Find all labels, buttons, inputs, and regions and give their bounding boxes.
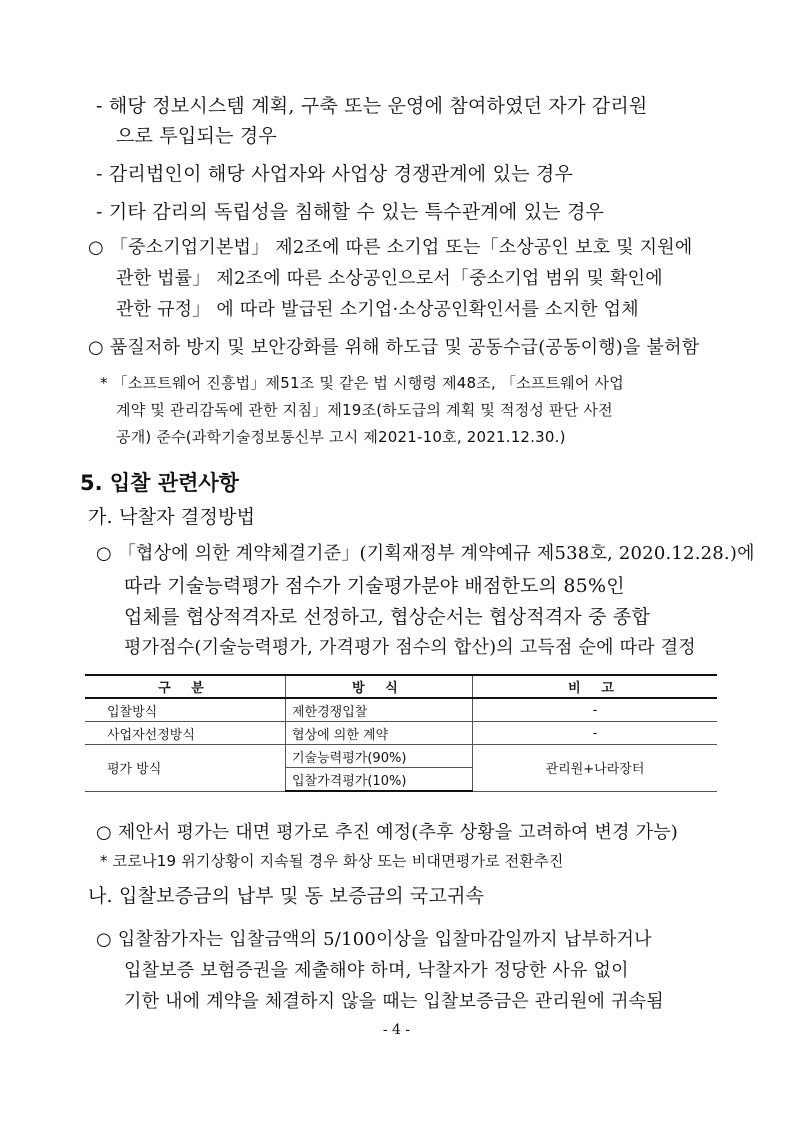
table-cell: 기술능력평가(90%) bbox=[286, 745, 473, 768]
table-cell: 평가 방식 bbox=[85, 745, 286, 792]
table-header-cell: 방 식 bbox=[286, 675, 473, 698]
note-line: * 코로나19 위기상황이 지속될 경우 화상 또는 비대면평가로 전환추진 bbox=[100, 852, 564, 870]
text-line: 입찰보증 보험증권을 제출해야 하며, 낙찰자가 정당한 사유 없이 bbox=[124, 960, 629, 981]
text-line: 평가점수(기술능력평가, 가격평가 점수의 합산)의 고득점 순에 따라 결정 bbox=[124, 637, 696, 658]
table-cell: 협상에 의한 계약 bbox=[286, 722, 473, 745]
subsection-heading: 나. 입찰보증금의 납부 및 동 보증금의 국고귀속 bbox=[88, 885, 485, 907]
table-cell: 관리원+나라장터 bbox=[473, 745, 718, 792]
table-row bbox=[85, 745, 717, 768]
text-line: 따라 기술능력평가 점수가 기술평가분야 배점한도의 85%인 bbox=[124, 575, 625, 597]
text-line: ○ 「중소기업기본법」 제2조에 따른 소기업 또는「소상공인 보호 및 지원에 bbox=[88, 237, 693, 258]
table-header-row bbox=[85, 675, 717, 698]
text-line: ○ 제안서 평가는 대면 평가로 추진 예정(추후 상황을 고려하여 변경 가능) bbox=[96, 822, 679, 843]
text-line: - 해당 정보시스템 계획, 구축 또는 운영에 참여하였던 자가 감리원 bbox=[96, 95, 648, 117]
text-line: ○ 「협상에 의한 계약체결기준」(기획재정부 계약예규 제538호, 2020.12.28.)에 bbox=[96, 543, 755, 564]
text-line: 관한 규정」 에 따라 발급된 소기업·소상공인확인서를 소지한 업체 bbox=[116, 299, 639, 320]
table-row bbox=[85, 722, 717, 745]
text-line: 관한 법률」 제2조에 따른 소상공인으로서「중소기업 범위 및 확인에 bbox=[116, 268, 663, 289]
table-cell: - bbox=[473, 698, 718, 722]
table-cell: - bbox=[473, 722, 718, 745]
text-line: ○ 품질저하 방지 및 보안강화를 위해 하도급 및 공동수급(공동이행)을 불허함 bbox=[88, 337, 700, 358]
table-cell: 제한경쟁입찰 bbox=[286, 698, 473, 722]
page-number: - 4 - bbox=[382, 1022, 411, 1038]
text-line: 기한 내에 계약을 체결하지 않을 때는 입찰보증금은 관리원에 귀속됨 bbox=[124, 991, 664, 1012]
table-row bbox=[85, 698, 717, 722]
note-line: 계약 및 관리감독에 관한 지침」제19조(하도급의 계획 및 적정성 판단 사전 bbox=[116, 401, 613, 419]
section-heading: 5. 입찰 관련사항 bbox=[80, 471, 239, 495]
text-line: 업체를 협상적격자로 선정하고, 협상순서는 협상적격자 중 종합 bbox=[124, 606, 651, 628]
subsection-heading: 가. 낙찰자 결정방법 bbox=[88, 506, 256, 528]
table-cell: 사업자선정방식 bbox=[85, 722, 286, 745]
text-line: - 기타 감리의 독립성을 침해할 수 있는 특수관계에 있는 경우 bbox=[96, 201, 605, 223]
bid-method-table bbox=[85, 674, 717, 792]
table-header-cell: 구 분 bbox=[85, 675, 286, 698]
table-cell: 입찰가격평가(10%) bbox=[286, 768, 473, 792]
table-header-cell: 비 고 bbox=[473, 675, 718, 698]
table-cell: 입찰방식 bbox=[85, 698, 286, 722]
note-line: * 「소프트웨어 진흥법」제51조 및 같은 법 시행령 제48조, 「소프트웨어 사업 bbox=[100, 374, 624, 392]
note-line: 공개) 준수(과학기술정보통신부 고시 제2021-10호, 2021.12.30.) bbox=[116, 428, 566, 446]
text-line: 으로 투입되는 경우 bbox=[116, 125, 277, 147]
text-line: ○ 입찰참가자는 입찰금액의 5/100이상을 입찰마감일까지 납부하거나 bbox=[96, 929, 652, 950]
text-line: - 감리법인이 해당 사업자와 사업상 경쟁관계에 있는 경우 bbox=[96, 163, 574, 185]
